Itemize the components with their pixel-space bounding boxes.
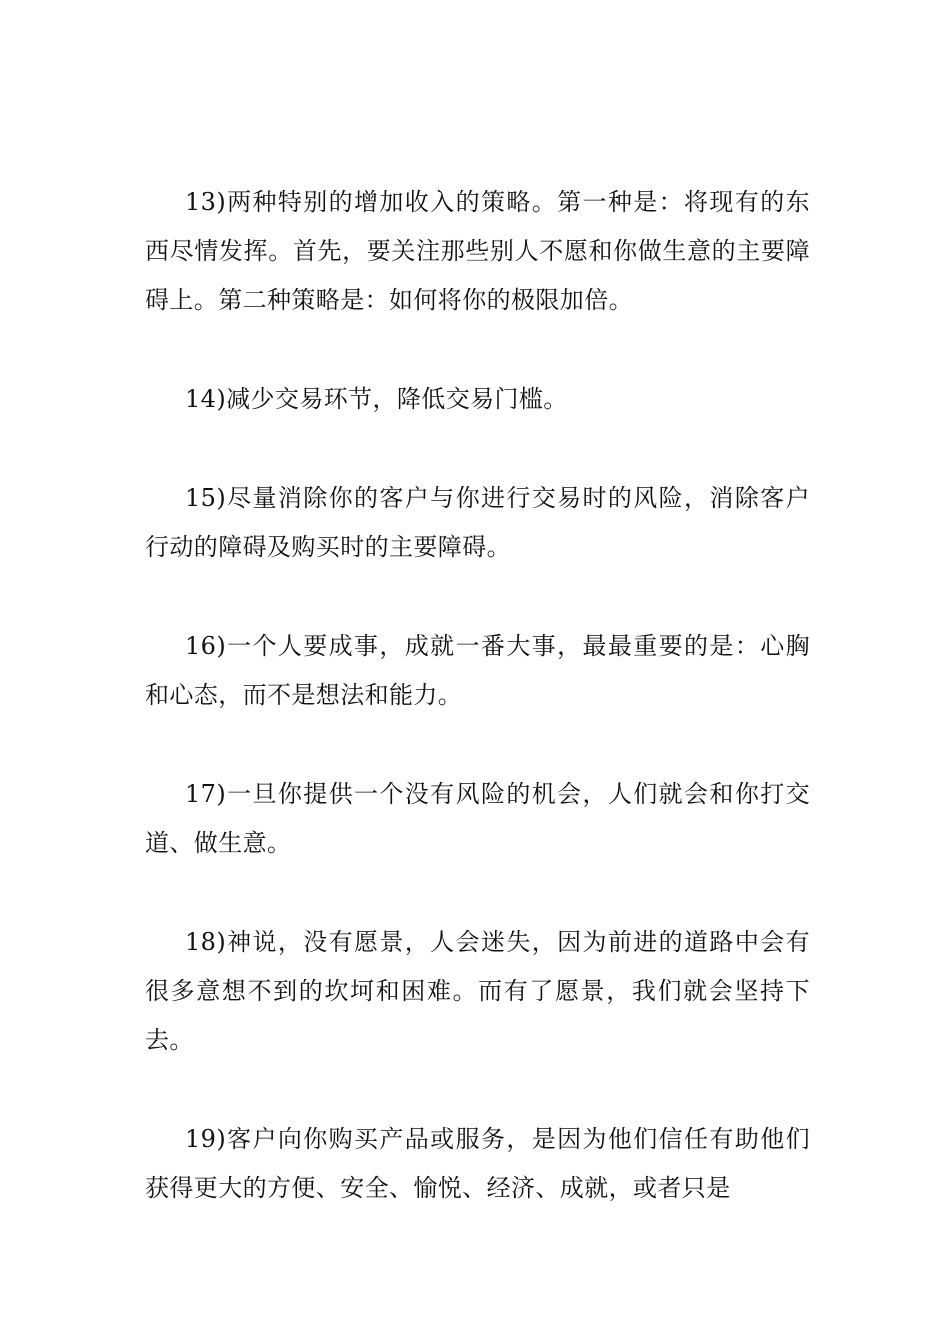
paragraph-spacer: [145, 424, 810, 474]
paragraph-spacer: [145, 325, 810, 375]
paragraph-14: 14)减少交易环节，降低交易门槛。: [185, 385, 568, 413]
paragraph-16: 16)一个人要成事，成就一番大事，最最重要的是：心胸和心态，而不是想法和能力。: [145, 632, 810, 709]
paragraph-18: 18)神说，没有愿景，人会迷失，因为前进的道路中会有很多意想不到的坎坷和困难。而有了愿景，我们就会坚持下去。: [145, 928, 810, 1054]
paragraph-17: 17)一旦你提供一个没有风险的机会，人们就会和你打交道、做生意。: [145, 780, 810, 857]
paragraph-spacer: [145, 1065, 810, 1115]
paragraph-19: 19)客户向你购买产品或服务，是因为他们信任有助他们获得更大的方便、安全、愉悦、经济、成就，或者只是: [145, 1125, 810, 1202]
paragraph-spacer: [145, 572, 810, 622]
paragraph-spacer: [145, 720, 810, 770]
paragraph-13: 13)两种特别的增加收入的策略。第一种是：将现有的东西尽情发挥。首先，要关注那些别人不愿和你做生意的主要障碍上。第二种策略是：如何将你的极限加倍。: [145, 188, 810, 314]
paragraph-spacer: [145, 868, 810, 918]
document-body: [145, 178, 810, 1213]
paragraph-15: 15)尽量消除你的客户与你进行交易时的风险，消除客户行动的障碍及购买时的主要障碍。: [145, 484, 810, 561]
